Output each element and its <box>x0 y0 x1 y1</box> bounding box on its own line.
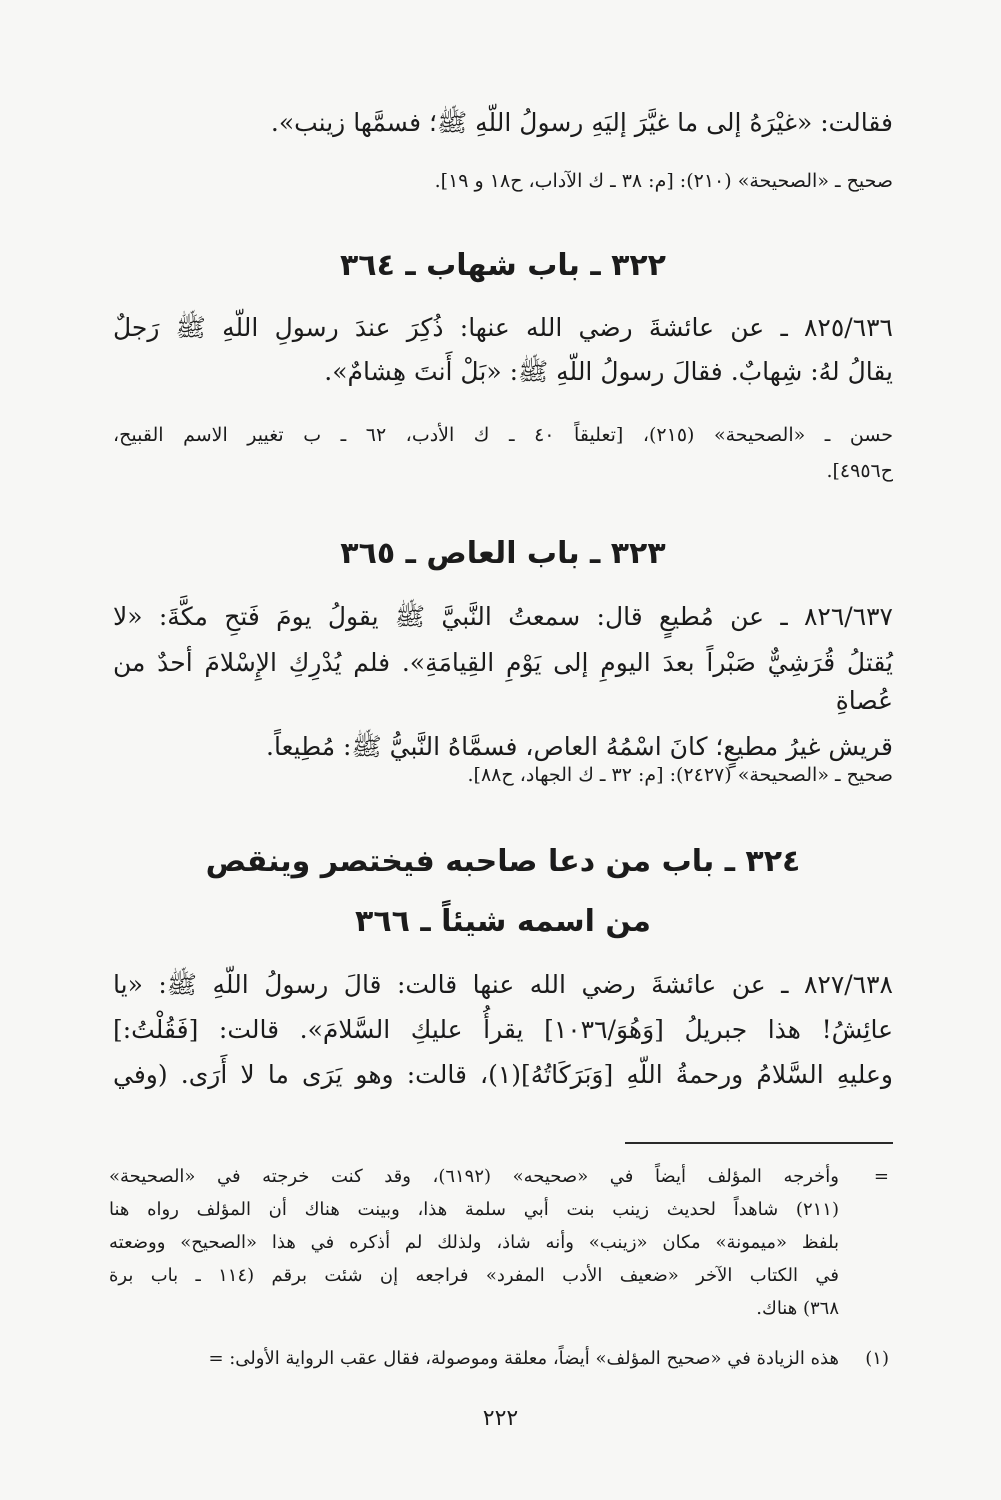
chapter-heading-366 <box>113 840 893 944</box>
chapter-heading: ٣٢٣ ـ باب العاص ـ ٣٦٥ <box>340 536 666 571</box>
page-number: ٢٢٢ <box>482 1406 519 1431</box>
footnote-line: بلفظ «ميمونة» مكان «زينب» وأنه شاذ، ولذلك لم أذكره في هذا «الصحيح» ووضعته <box>109 1232 839 1253</box>
chapter-heading: ٣٢٤ ـ باب من دعا صاحبه فيختصر وينقص <box>205 844 801 879</box>
footnote-continuation-mark: = <box>873 1166 889 1187</box>
top-continuation <box>113 104 893 142</box>
grade-line: صحيح ـ «الصحيحة» (٢٤٢٧): [م: ٣٢ ـ ك الجهاد، ح٨٨]. <box>467 764 893 786</box>
footnote-line: ٣٦٨) هناك. <box>756 1298 839 1319</box>
grade-825 <box>113 420 893 486</box>
chapter-heading-line2: من اسمه شيئاً ـ ٣٦٦ <box>355 904 651 939</box>
hadith-827 <box>113 966 893 1094</box>
footnote-line: (٢١١) شاهداً لحديث زينب بنت أبي سلمة هذا، وبينت هناك أن المؤلف رواه هنا <box>109 1199 839 1220</box>
top-grade <box>113 166 893 196</box>
grade-line: ح٤٩٥٦]. <box>826 460 893 482</box>
footnote-1-body <box>109 1342 839 1375</box>
hadith-line: وعليهِ السَّلامُ ورحمةُ اللّهِ [وَبَرَكَاتُهُ](١)، قالت: وهو يَرَى ما لا أَرَى. (وفي <box>113 1060 893 1089</box>
footnote-line: في الكتاب الآخر «ضعيف الأدب المفرد» فراجعه إن شئت برقم (١١٤ ـ باب برة <box>109 1265 839 1286</box>
hadith-line: فقالت: «غيْرَهُ إلى ما غيَّرَ إليَهِ رسولُ اللّهِ ﷺ؛ فسمَّها زينب». <box>270 108 893 137</box>
hadith-line: ٨٢٥/٦٣٦ ـ عن عائشةَ رضي الله عنها: ذُكِرَ عندَ رسولِ اللّهِ ﷺ رَجلٌ <box>113 313 893 342</box>
grade-line: صحيح ـ «الصحيحة» (٢١٠): [م: ٣٨ ـ ك الآداب، ح١٨ و ١٩]. <box>434 170 893 192</box>
grade-line: حسن ـ «الصحيحة» (٢١٥)، [تعليقاً ٤٠ ـ ك الأدب، ٦٢ ـ ب تغيير الاسم القبيح، <box>113 424 894 446</box>
chapter-heading-364 <box>113 244 893 288</box>
footnote-line: هذه الزيادة في «صحيح المؤلف» أيضاً، معلقة وموصولة، فقال عقب الرواية الأولى: = <box>208 1348 839 1369</box>
footnote-separator <box>625 1142 893 1144</box>
footnote-continuation <box>109 1160 889 1325</box>
hadith-line: يُقتلُ قُرَشِيٌّ صَبْراً بعدَ اليومِ إلى يَوْمِ القِيامَةِ». فلم يُدْرِكِ الإِسْلامَ أحدٌ من عُصاةِ <box>113 648 893 715</box>
hadith-line: قريش غيرُ مطيعٍ؛ كانَ اسْمُهُ العاص، فسمَّاهُ النَّبيُّ ﷺ: مُطِيعاً. <box>266 732 893 761</box>
hadith-line: عائِشُ! هذا جبريلُ [وَهُوَ/١٠٣٦] يقرأُ عليكِ السَّلامَ». قالت: [فَقُلْتُ:] <box>113 1015 893 1044</box>
chapter-heading-365 <box>113 532 893 576</box>
hadith-825 <box>113 309 893 391</box>
hadith-line: ٨٢٧/٦٣٨ ـ عن عائشةَ رضي الله عنها قالت: قالَ رسولُ اللّهِ ﷺ: «يا <box>113 970 893 999</box>
hadith-line: يقالُ لهُ: شِهابٌ. فقالَ رسولُ اللّهِ ﷺ: «بَلْ أَنتَ هِشامٌ». <box>324 357 893 386</box>
footnote-line: وأخرجه المؤلف أيضاً في «صحيحه» (٦١٩٢)، وقد كنت خرجته في «الصحيحة» <box>109 1166 839 1187</box>
footnote-1 <box>109 1342 889 1375</box>
grade-826 <box>113 760 893 790</box>
footnote-continuation-body <box>109 1160 839 1325</box>
hadith-line: ٨٢٦/٦٣٧ ـ عن مُطيعٍ قال: سمعتُ النَّبيَّ ﷺ يقولُ يومَ فَتحِ مكَّةَ: «لا <box>113 602 893 631</box>
footnote-1-mark: (١) <box>865 1348 889 1369</box>
hadith-826 <box>113 598 893 766</box>
chapter-heading: ٣٢٢ ـ باب شهاب ـ ٣٦٤ <box>340 248 666 283</box>
